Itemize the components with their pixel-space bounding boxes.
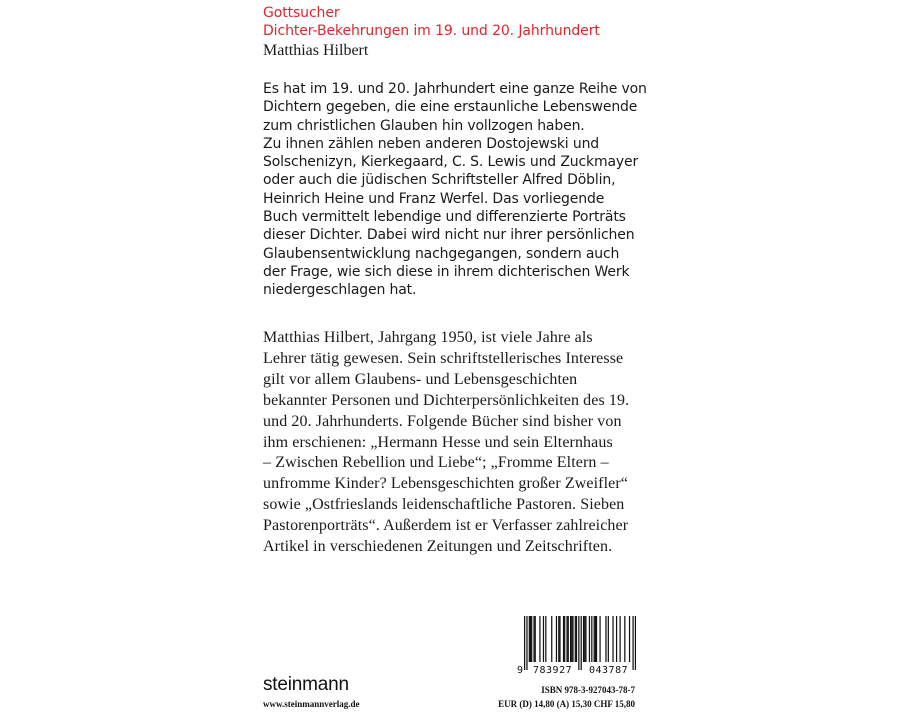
author-name: Matthias Hilbert [263,42,369,59]
barcode-bar [575,616,576,662]
barcode-bar [578,616,579,670]
barcode-bar [594,616,595,662]
barcode-bar [581,616,582,670]
series-title: Gottsucher [263,5,340,21]
barcode-bar [616,616,617,662]
barcode-bar [570,616,571,662]
barcode-bar [529,616,530,662]
barcode-digit-first: 9 [517,665,524,676]
barcode-bar [599,616,600,662]
barcode-bar [576,616,577,662]
barcode-bar [605,616,606,662]
barcode-bar [583,616,584,662]
barcode-bars [524,616,636,672]
header-block [263,4,643,61]
barcode-bar [591,616,592,662]
barcode-bar [619,616,620,662]
description-line: Buch vermittelt lebendige und differenzierte Porträts [263,209,626,226]
biography-line: gilt vor allem Glaubens- und Lebensgeschichten [263,370,578,388]
barcode-image [524,616,636,672]
barcode-bar [543,616,544,662]
barcode-bar [556,616,557,662]
biography-line: Artikel in verschiedenen Zeitungen und Zeitschriften. [263,538,613,556]
description-paragraph [263,80,647,300]
barcode-bar [635,616,636,670]
barcode-bar [585,616,586,662]
book-description [263,80,647,300]
biography-line: Pastorenporträts“. Außerdem ist er Verfasser zahlreicher [263,517,629,535]
description-line: oder auch die jüdischen Schriftsteller Alfred Döblin, [263,172,616,189]
barcode-bar [539,616,540,662]
description-line: Glaubensentwicklung nachgegangen, sondern auch [263,245,620,262]
publisher-url: www.steinmannverlag.de [263,699,360,709]
barcode-bar [531,616,532,662]
barcode-digits-right: 043787 [589,665,629,676]
barcode-bar [624,616,625,662]
barcode-bar [632,616,633,670]
barcode-bar [572,616,573,662]
biography-line: unfromme Kinder? Lebensgeschichten großer Zweifler“ [263,475,628,493]
description-line: zum christlichen Glauben hin vollzogen haben. [263,117,585,134]
description-line: Zu ihnen zählen neben anderen Dostojewski und [263,135,600,152]
biography-line: bekannter Personen und Dichterpersönlichkeiten des 19. [263,391,630,409]
barcode-bar [629,616,630,662]
description-line: Solschenizyn, Kierkegaard, C. S. Lewis und Zuckmayer [263,154,639,171]
barcode-bar [545,616,546,662]
isbn-number: ISBN 978-3-927043-78-7 [541,685,635,695]
barcode-bar [563,616,564,662]
description-line: Heinrich Heine und Franz Werfel. Das vorliegende [263,190,605,207]
barcode-bar [584,616,585,662]
author-biography [263,328,643,558]
barcode-bar [526,616,527,670]
barcode-bar [535,616,536,662]
barcode-bar [551,616,552,662]
description-line: dieser Dichter. Dabei wird nicht nur ihrer persönlichen [263,227,635,244]
barcode-bar [524,616,525,670]
biography-line: ihm erschienen: „Hermann Hesse und sein Elternhaus [263,433,613,451]
price-info: EUR (D) 14,80 (A) 15,30 CHF 15,80 [498,699,635,709]
biography-line: und 20. Jahrhunderts. Folgende Bücher sind bisher von [263,412,622,430]
barcode-bar [533,616,534,662]
book-subtitle: Dichter-Bekehrungen im 19. und 20. Jahrhundert [263,23,600,39]
description-line: Es hat im 19. und 20. Jahrhundert eine ganze Reihe von [263,81,647,97]
biography-line: – Zwischen Rebellion und Liebe“; „Fromme Eltern – [263,454,609,472]
barcode-bar [568,616,569,662]
publisher-logo: steinmann [263,674,349,695]
biography-line: Matthias Hilbert, Jahrgang 1950, ist viele Jahre als [263,329,593,346]
barcode-bar [571,616,572,662]
barcode-bar [608,616,609,662]
barcode-bar [612,616,613,662]
barcode-bar [589,616,590,662]
barcode-digits-left: 783927 [533,665,573,676]
barcode-bar [559,616,560,662]
barcode-bar [530,616,531,662]
description-line: niedergeschlagen hat. [263,282,417,299]
barcode-bar [596,616,597,662]
biography-line: sowie „Ostfrieslands leidenschaftliche Pastoren. Sieben [263,496,625,514]
description-line: Dichtern gegeben, die eine erstaunliche Lebenswende [263,99,638,116]
barcode-bar [566,616,567,662]
description-line: der Frage, wie sich diese in ihrem dichterischen Werk [263,263,630,280]
barcode-bar [595,616,596,662]
barcode-bar [564,616,565,662]
barcode-bar [558,616,559,662]
biography-line: Lehrer tätig gewesen. Sein schriftstellerisches Interesse [263,349,624,367]
